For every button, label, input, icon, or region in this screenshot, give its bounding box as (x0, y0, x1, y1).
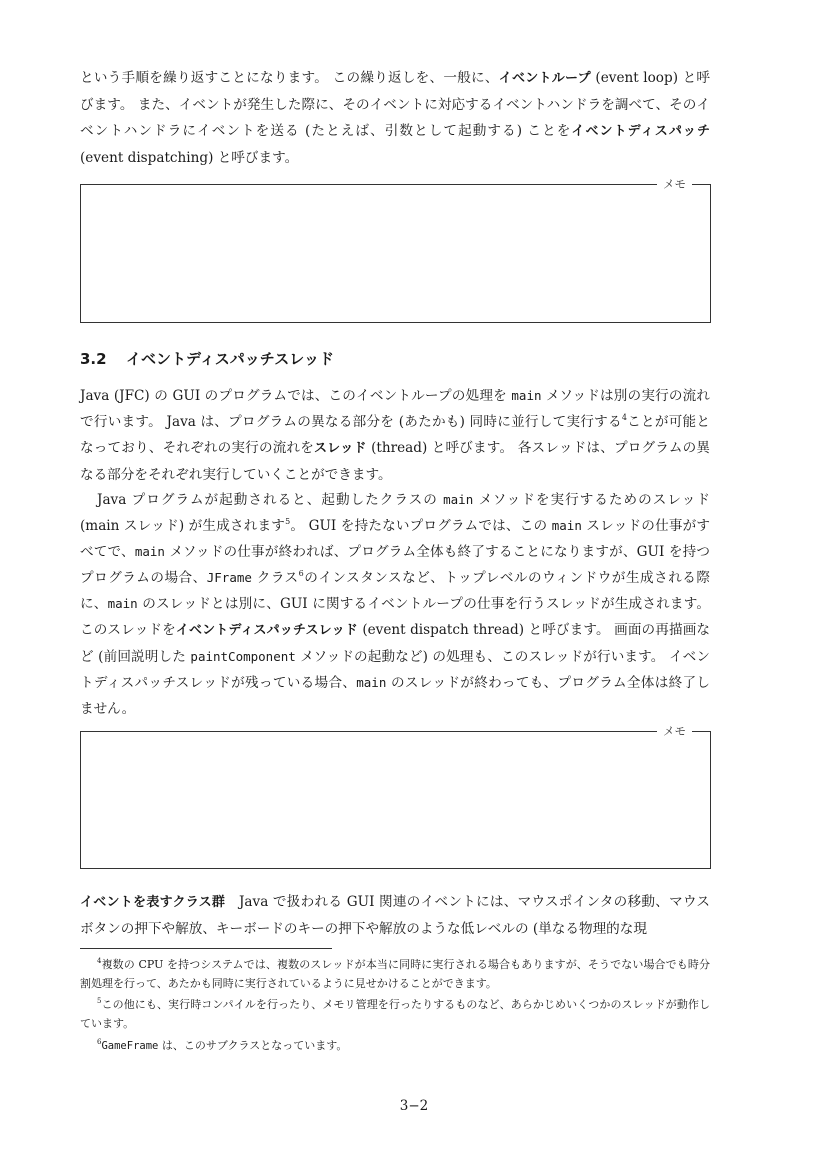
section-title: イベントディスパッチスレッド (126, 350, 335, 368)
footnote-text: 複数の CPU を持つシステムでは、複数のスレッドが本当に同時に実行される場合もありますが、そうでない場合でも時分割処理を行って、あたかも同時に実行されているように見せかけることができます。 (80, 958, 710, 990)
term-event-dispatching: イベントディスパッチ (571, 124, 710, 139)
term-event-loop: イベントループ (498, 71, 591, 86)
footnote-ref-4: 4 (621, 413, 627, 422)
text: スレッドの仕事がすべてで、 (80, 518, 710, 560)
footnote-rule (80, 948, 332, 949)
code-main: main (551, 518, 582, 533)
text: (thread) と呼びます。 各スレッドは、プログラムの異なる部分をそれぞれ実行していくことができます。 (80, 440, 711, 483)
page-number: 3−2 (399, 1098, 429, 1114)
footnote-4 (80, 955, 710, 993)
text: メソッドの仕事が終われば、プログラム全体も終了することになりますが、GUI を持つプログラムの場合、 (80, 544, 710, 586)
paragraph-event-classes (80, 889, 710, 942)
text: 。 GUI を持たないプログラムでは、この (290, 518, 552, 534)
footnote-mark: 4 (97, 957, 102, 965)
run-in-heading-event-classes: イベントを表すクラス群 (80, 895, 226, 910)
text: Java プログラムが起動されると、起動したクラスの (97, 492, 444, 508)
footnote-ref-5: 5 (285, 517, 291, 526)
text: のインスタンスなど、トップレベルのウィンドウが生成される際に、 (80, 570, 710, 612)
text: ことが可能となっており、それぞれの実行の流れを (80, 414, 710, 456)
text: メソッドを実行するためのスレッド (main スレッド) が生成されます (80, 492, 710, 534)
section-heading (80, 348, 334, 370)
term-event-dispatch-thread: イベントディスパッチスレッド (175, 623, 358, 638)
text: (event dispatching) と呼びます。 (80, 150, 299, 166)
text: Java (JFC) の GUI のプログラムでは、このイベントループの処理を (80, 388, 512, 404)
footnote-5 (80, 995, 710, 1033)
memo-label: メモ (657, 176, 692, 192)
text: メソッドは別の実行の流れで行います。 Java は、プログラムの異なる部分を (あたかも) 同時に並行して実行する (80, 388, 711, 430)
text: (event loop) と呼びます。 また、イベントが発生した際に、そのイベントに対応するイベントハンドラを調べて、そのイベントハンドラにイベントを送る (たとえば、引数として起動する) ことを (80, 70, 710, 139)
footnote-ref-6: 6 (298, 569, 304, 578)
footnote-6 (80, 1036, 710, 1056)
code-paintcomponent: paintComponent (190, 649, 296, 664)
paragraph-event-loop (80, 65, 710, 171)
section-number: 3.2 (80, 350, 107, 368)
memo-label: メモ (657, 723, 692, 739)
footnote-mark: 6 (97, 1038, 102, 1046)
footnote-mark: 5 (97, 997, 102, 1005)
text: クラス (251, 570, 299, 586)
text: のスレッドとは別に、GUI に関するイベントループの仕事を行うスレッドが生成されます。 このスレッドを (80, 596, 711, 638)
paragraph-threads (80, 383, 710, 488)
code-main: main (356, 675, 387, 690)
code-main: main (443, 492, 474, 507)
text: という手順を繰り返すことになります。 この繰り返しを、一般に、 (80, 70, 499, 86)
code-main: main (134, 544, 165, 559)
code-gameframe: GameFrame (101, 1040, 159, 1052)
code-main: main (511, 388, 542, 403)
memo-box (80, 724, 711, 869)
code-main: main (107, 596, 138, 611)
footnote-text: この他にも、実行時コンパイルを行ったり、メモリ管理を行ったりするものなど、あらかじめいくつかのスレッドが動作しています。 (80, 998, 710, 1030)
text: Java で扱われる GUI 関連のイベントには、マウスポインタの移動、マウスボタンの押下や解放、キーボードのキーの押下や解放のような低レベルの (単なる物理的な現 (80, 894, 710, 937)
text: のスレッドが終わっても、プログラム全体は終了しません。 (80, 675, 710, 717)
paragraph-event-dispatch-thread (80, 487, 710, 722)
text: メソッドの起動など) の処理も、このスレッドが行います。 イベントディスパッチスレッドが残っている場合、 (80, 649, 711, 691)
text: (event dispatch thread) と呼びます。 画面の再描画など (前回説明した (80, 622, 711, 665)
term-thread: スレッド (314, 441, 367, 456)
memo-box (80, 177, 711, 323)
footnote-text: は、このサブクラスとなっています。 (158, 1039, 348, 1052)
code-jframe: JFrame (206, 570, 252, 585)
